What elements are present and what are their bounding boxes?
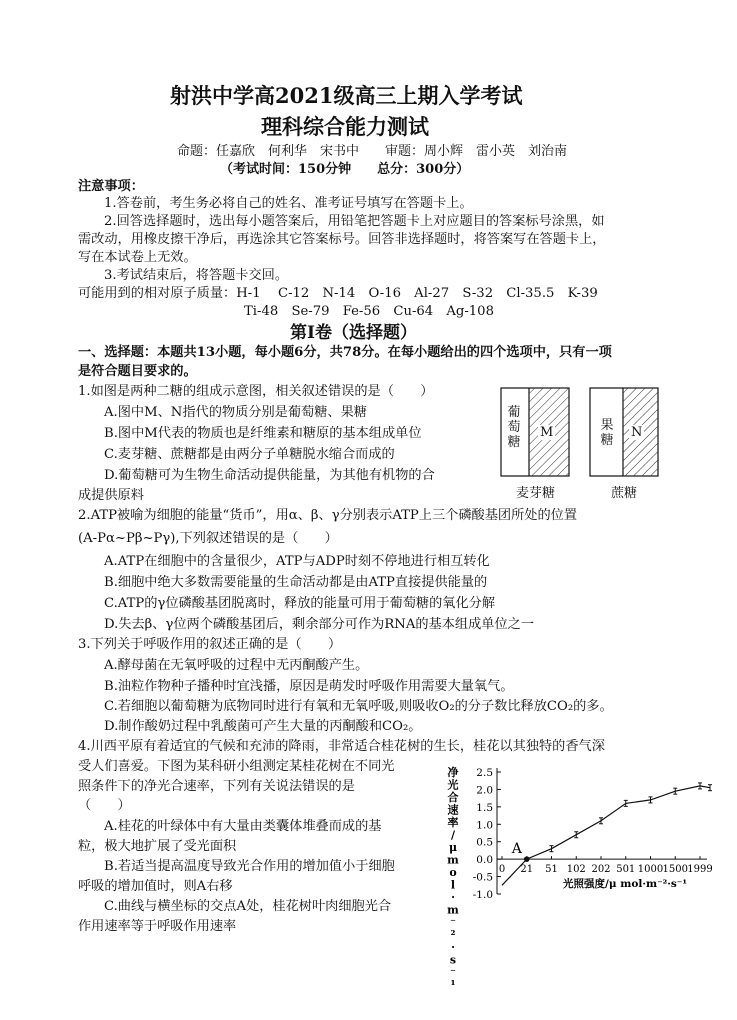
y-axis-label-char: ¹ (450, 978, 456, 992)
x-tick-label: 102 (566, 864, 586, 876)
y-axis-label-char: · (451, 941, 455, 954)
q2-option-b: B.细胞中绝大多数需要能量的生命活动都是由ATP直接提供能量的 (104, 575, 488, 590)
q4-stem-cont: 受人们喜爱。下图为某科研小组测定某桂花树在不同光 (78, 759, 395, 774)
exam-info: （考试时间：150分钟 总分：300分） (220, 162, 470, 177)
q3-stem: 3.下列关于呼吸作用的叙述正确的是（ ） (78, 637, 342, 652)
y-tick-label: -0.5 (472, 871, 493, 884)
q1-option-d: D.葡萄糖可为生物生命活动提供能量，为其他有机物的合 (104, 468, 435, 483)
x-tick-label: 501 (616, 864, 636, 876)
y-axis-label-char: o (449, 866, 457, 879)
authors-line: 命题：任嘉欣 何利华 宋书中 审题：周小辉 雷小英 刘治南 (177, 144, 568, 159)
q3-option-d: D.制作酸奶过程中乳酸菌可产生大量的丙酮酸和CO₂。 (104, 719, 422, 734)
q1-option-b: B.图中M代表的物质也是纤维素和糖原的基本组成单位 (104, 426, 422, 441)
q2-stem: 2.ATP被喻为细胞的能量“货币”，用α、β、γ分别表示ATP上三个磷酸基团所处的位置 (78, 508, 578, 523)
sucrose-caption: 蔗糖 (611, 486, 638, 501)
x-tick-label: 1000 (637, 864, 664, 876)
m-label: M (540, 425, 554, 440)
q2-option-d: D.失去β、γ位两个磷酸基团后，剩余部分可作为RNA的基本组成单位之一 (104, 617, 535, 632)
x-tick-label: 202 (591, 864, 611, 876)
exam-subtitle: 理科综合能力测试 (261, 114, 429, 139)
q2-stem-cont: (A-Pα~Pβ~Pγ),下列叙述错误的是（ ） (78, 531, 338, 546)
q4-stem-paren: （ ） (78, 798, 131, 813)
q4-stem-cont: 照条件下的净光合速率，下列有关说法错误的是 (78, 779, 355, 794)
q2-option-c: C.ATP的γ位磷酸基团脱离时，释放的能量可用于葡萄糖的氧化分解 (104, 596, 496, 611)
glucose-label: 葡萄糖 (507, 405, 521, 450)
fructose-label: 果糖 (600, 418, 614, 448)
q1-stem: 1.如图是两种二糖的组成示意图，相关叙述错误的是（ ） (78, 384, 434, 399)
exam-title: 射洪中学高2021级高三上期入学考试 (170, 83, 523, 108)
x-tick-label: 51 (545, 864, 558, 876)
y-axis-label-char: ² (450, 928, 456, 942)
y-axis-label-char: m (447, 853, 459, 867)
x-axis-label: 光照强度/μ mol·m⁻²·s⁻¹ (563, 878, 687, 891)
x-tick-label: 21 (520, 864, 534, 876)
y-axis-label-char: m (447, 903, 459, 917)
y-tick-label: 0.5 (476, 836, 493, 849)
q4-option-c-cont: 作用速率等于呼吸作用速率 (78, 919, 237, 934)
atomic-mass-line: 可能用到的相对原子质量：H-1 C-12 N-14 O-16 Al-27 S-32 Cl-35.5 K-39 (78, 286, 598, 301)
q4-stem: 4.川西平原有着适宜的气候和充沛的降雨，非常适合桂花树的生长，桂花以其独特的香气深 (78, 739, 605, 754)
q2-option-a: A.ATP在细胞中的含量很少，ATP与ADP时刻不停地进行相互转化 (104, 554, 490, 569)
note-line: 3.考试结束后，将答题卡交回。 (104, 268, 289, 283)
q3-option-c: C.若细胞以葡萄糖为底物同时进行有氧和无氧呼吸,则吸收O₂的分子数比释放CO₂的多。 (104, 699, 613, 714)
maltose-caption: 麦芽糖 (516, 486, 556, 501)
photosynthesis-chart (445, 762, 715, 992)
point-a-label: A (511, 841, 522, 858)
q3-option-b: B.油粒作物种子播种时宜浅播，原因是萌发时呼吸作用需要大量氧气。 (104, 679, 514, 694)
q1-option-a: A.图中M、N指代的物质分别是葡萄糖、果糖 (104, 405, 367, 420)
n-label: N (631, 425, 643, 440)
q4-option-b-cont: 呼吸的增加值时，则A右移 (78, 879, 233, 894)
q4-option-a-cont: 粒，极大地扩展了受光面积 (78, 839, 237, 854)
y-tick-label: 2.0 (476, 784, 493, 797)
y-tick-label: 1.0 (476, 819, 493, 832)
section-instructions: 是符合题目要求的。 (78, 364, 197, 379)
q4-option-a: A.桂花的叶绿体中有大量由类囊体堆叠而成的基 (104, 819, 382, 834)
atomic-mass-line: Ti-48 Se-79 Fe-56 Cu-64 Ag-108 (244, 304, 494, 319)
y-axis-label-char: / (450, 828, 456, 842)
note-line: 2.回答选择题时，选出每小题答案后，用铅笔把答题卡上对应题目的答案标号涂黑，如 (104, 214, 605, 229)
q1-option-d-cont: 成提供原料 (78, 488, 144, 503)
q4-option-b: B.若适当提高温度导致光合作用的增加值小于细胞 (104, 859, 395, 874)
y-tick-label: 1.5 (476, 801, 493, 814)
y-axis-label-char: s (449, 953, 457, 967)
q1-option-c: C.麦芽糖、蔗糖都是由两分子单糖脱水缩合而成的 (104, 447, 395, 462)
y-axis-label-char: l (450, 878, 456, 892)
y-axis-label-char: 速 (447, 803, 459, 817)
y-axis-label-char: 净 (447, 766, 459, 779)
x-tick-label: 0 (498, 864, 506, 876)
y-axis-label-char: 率 (447, 816, 459, 829)
y-axis-label-char: ⁻ (450, 916, 456, 929)
point-a-marker (524, 856, 530, 862)
y-axis-label-char: · (451, 891, 455, 904)
x-tick-label: 1999 (687, 864, 713, 876)
note-line: 写在本试卷上无效。 (78, 250, 197, 265)
section-title: 第Ⅰ卷（选择题） (290, 323, 417, 343)
y-axis-label-char: ⁻ (450, 966, 456, 979)
section-instructions: 一、选择题：本题共13小题，每小题6分，共78分。在每小题给出的四个选项中，只有一项 (78, 345, 612, 360)
y-axis-label-char: 光 (447, 778, 459, 792)
y-axis-label-char: 合 (447, 791, 459, 804)
note-line: 1.答卷前，考生务必将自己的姓名、准考证号填写在答题卡上。 (104, 196, 473, 211)
y-tick-label: 0.0 (476, 854, 493, 867)
q3-option-a: A.酵母菌在无氧呼吸的过程中无丙酮酸产生。 (104, 658, 369, 673)
y-tick-label: 2.5 (476, 767, 493, 779)
y-axis-label-char: μ (448, 841, 458, 854)
note-line: 需改动，用橡皮擦干净后，再选涂其它答案标号。回答非选择题时，将答案写在答题卡上， (78, 232, 606, 247)
q4-option-c: C.曲线与横坐标的交点A处，桂花树叶肉细胞光合 (104, 899, 392, 914)
y-tick-label: -1.0 (472, 889, 493, 901)
x-tick-label: 1500 (662, 864, 688, 876)
notes-heading: 注意事项： (78, 179, 144, 194)
